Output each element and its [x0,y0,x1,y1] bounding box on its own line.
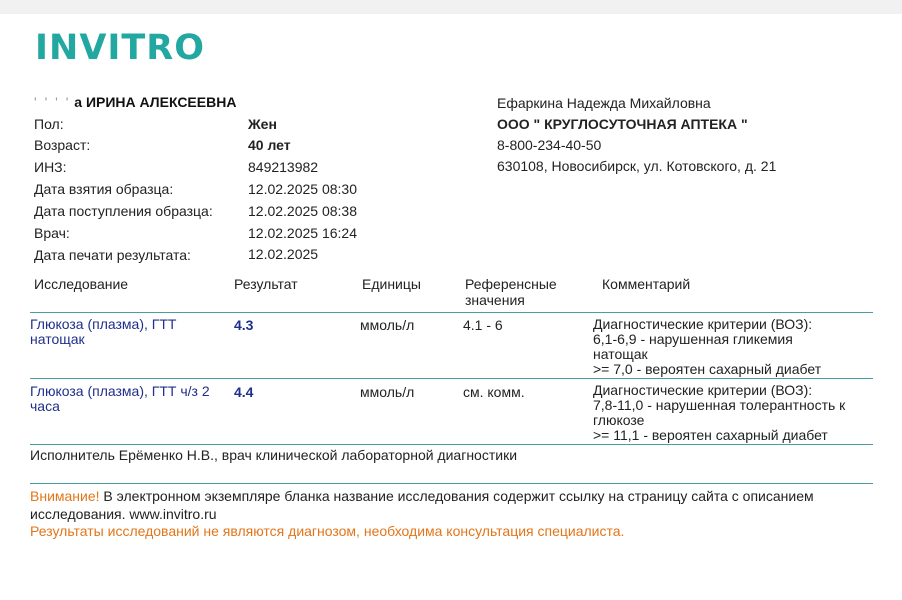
print-date-value: 12.02.2025 [248,246,319,262]
test-name-link[interactable]: Глюкоза (плазма), ГТТ ч/з 2 часа [30,383,210,414]
comment-line: Диагностические критерии (ВОЗ): [593,316,813,332]
invitro-logo: INVITRO [35,28,206,68]
provider-person: Ефаркина Надежда Михайловна [497,95,711,111]
comment-line: 6,1-6,9 - нарушенная гликемия [593,331,793,347]
warning-text: В электронном экземпляре бланка название исследования содержит ссылку на страницу сайта с описанием исследования. www.invitro.ru [30,488,814,522]
header-comment: Комментарий [602,276,691,292]
comment-line: >= 7,0 - вероятен сахарный диабет [593,361,822,377]
warning-word: Внимание! [30,488,100,504]
test-name-link[interactable]: Глюкоза (плазма), ГТТ натощак [30,316,177,347]
comment-line: >= 11,1 - вероятен сахарный диабет [593,427,828,443]
table-divider [30,312,873,313]
comment-text [593,317,878,377]
table-divider [30,444,873,445]
sample-taken-value: 12.02.2025 08:30 [248,181,357,197]
sample-taken-label: Дата взятия образца: [34,181,174,197]
result-value: 4.3 [234,317,254,333]
age-value: 40 лет [248,137,291,153]
age-label: Возраст: [34,137,91,153]
header-reference: Референсные значения [465,276,557,308]
sex-value: Жен [248,116,277,132]
sample-received-label: Дата поступления образца: [34,203,213,219]
provider-phone: 8-800-234-40-50 [497,137,602,153]
disclaimer-note: Результаты исследований не являются диагнозом, необходима консультация специалиста. [30,523,625,539]
header-test: Исследование [34,276,129,292]
result-value: 4.4 [234,384,254,400]
header-result: Результат [234,276,298,292]
comment-text [593,383,878,443]
reference-value: 4.1 - 6 [463,317,503,333]
performer-line: Исполнитель Ерёменко Н.В., врач клинической лабораторной диагностики [30,447,518,463]
patient-name [34,94,236,110]
sample-received-value: 12.02.2025 08:38 [248,203,357,219]
table-divider [30,378,873,379]
top-strip [0,0,902,14]
doctor-value: 12.02.2025 16:24 [248,225,357,241]
provider-address: 630108, Новосибирск, ул. Котовского, д. 21 [497,158,777,174]
notes-divider [30,483,873,484]
electronic-copy-note [30,487,890,523]
inz-value: 849213982 [248,159,319,175]
redacted-name-part: ' ' ' ' [34,94,71,110]
header-units: Единицы [362,276,421,292]
comment-line: 7,8-11,0 - нарушенная толерантность к [593,397,846,413]
comment-line: натощак [593,346,648,362]
units-value: ммоль/л [360,317,415,333]
provider-org: ООО " КРУГЛОСУТОЧНАЯ АПТЕКА " [497,116,748,132]
sex-label: Пол: [34,116,64,132]
patient-name-visible: а ИРИНА АЛЕКСЕЕВНА [74,94,237,110]
comment-line: глюкозе [593,412,645,428]
inz-label: ИНЗ: [34,159,67,175]
reference-value: см. комм. [463,384,525,400]
comment-line: Диагностические критерии (ВОЗ): [593,382,813,398]
doctor-label: Врач: [34,225,70,241]
print-date-label: Дата печати результата: [34,247,191,263]
units-value: ммоль/л [360,384,415,400]
